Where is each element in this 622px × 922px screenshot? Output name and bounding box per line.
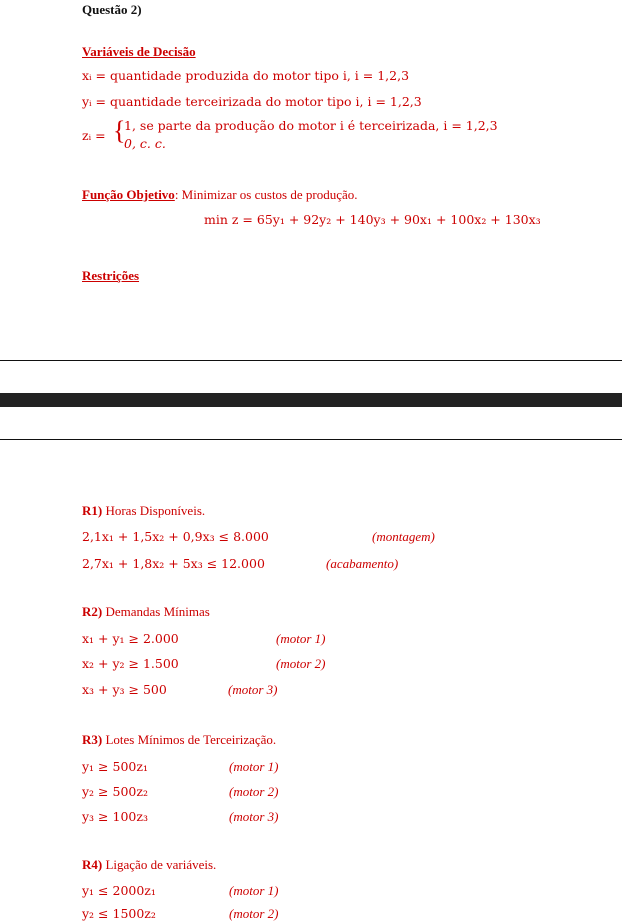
r4-row: y₂ ≤ 1500z₂ — [82, 906, 156, 921]
r2-row-note: (motor 2) — [276, 656, 326, 671]
r2-header — [82, 604, 210, 620]
r4-label: R4) — [82, 857, 103, 872]
r3-row-note: (motor 1) — [229, 759, 279, 774]
r2-row: x₃ + y₃ ≥ 500 — [82, 682, 167, 697]
r4-row: y₁ ≤ 2000z₁ — [82, 883, 156, 898]
r1-header — [82, 503, 205, 519]
r3-row: y₂ ≥ 500z₂ — [82, 784, 148, 799]
divider-top — [0, 360, 622, 361]
r1-row-note: (montagem) — [372, 529, 435, 544]
r2-row: x₂ + y₂ ≥ 1.500 — [82, 656, 179, 671]
objective-line — [82, 187, 358, 203]
r1-row: 2,7x₁ + 1,8x₂ + 5x₃ ≤ 12.000 — [82, 556, 265, 571]
r3-row: y₁ ≥ 500z₁ — [82, 759, 148, 774]
r3-row-note: (motor 3) — [229, 809, 279, 824]
r4-title: Ligação de variáveis. — [105, 857, 217, 872]
r4-row-note: (motor 1) — [229, 883, 279, 898]
r4-header — [82, 857, 216, 873]
r2-row-note: (motor 3) — [228, 682, 278, 697]
r2-row-note: (motor 1) — [276, 631, 326, 646]
z-case-2: 0, c. c. — [124, 136, 166, 151]
z-lhs: zᵢ = — [82, 128, 106, 143]
r1-row-note: (acabamento) — [326, 556, 399, 571]
restrictions-heading: Restrições — [82, 268, 140, 283]
decision-vars-heading: Variáveis de Decisão — [82, 44, 196, 59]
r2-title: Demandas Mínimas — [105, 604, 210, 619]
r1-label: R1) — [82, 503, 103, 518]
r3-row-note: (motor 2) — [229, 784, 279, 799]
r1-row: 2,1x₁ + 1,5x₂ + 0,9x₃ ≤ 8.000 — [82, 529, 269, 544]
r3-title: Lotes Mínimos de Terceirização. — [105, 732, 277, 747]
r3-row: y₃ ≥ 100z₃ — [82, 809, 148, 824]
y-definition: yᵢ = quantidade terceirizada do motor tipo i, i = 1,2,3 — [82, 94, 422, 109]
r2-row: x₁ + y₁ ≥ 2.000 — [82, 631, 179, 646]
question-title: Questão 2) — [82, 2, 142, 17]
r3-label: R3) — [82, 732, 103, 747]
objective-text: : Minimizar os custos de produção. — [174, 187, 358, 202]
r1-title: Horas Disponíveis. — [105, 503, 206, 518]
x-definition: xᵢ = quantidade produzida do motor tipo i, i = 1,2,3 — [82, 68, 410, 83]
objective-heading: Função Objetivo — [82, 187, 175, 202]
z-case-1: 1, se parte da produção do motor i é terceirizada, i = 1,2,3 — [124, 118, 498, 133]
divider-bottom — [0, 439, 622, 440]
r3-header — [82, 732, 276, 748]
r2-label: R2) — [82, 604, 103, 619]
page-break-bar — [0, 393, 622, 407]
r4-row-note: (motor 2) — [229, 906, 279, 921]
objective-formula: min z = 65y₁ + 92y₂ + 140y₃ + 90x₁ + 100x₂ + 130x₃ — [204, 212, 541, 227]
z-brace: { — [113, 116, 126, 145]
